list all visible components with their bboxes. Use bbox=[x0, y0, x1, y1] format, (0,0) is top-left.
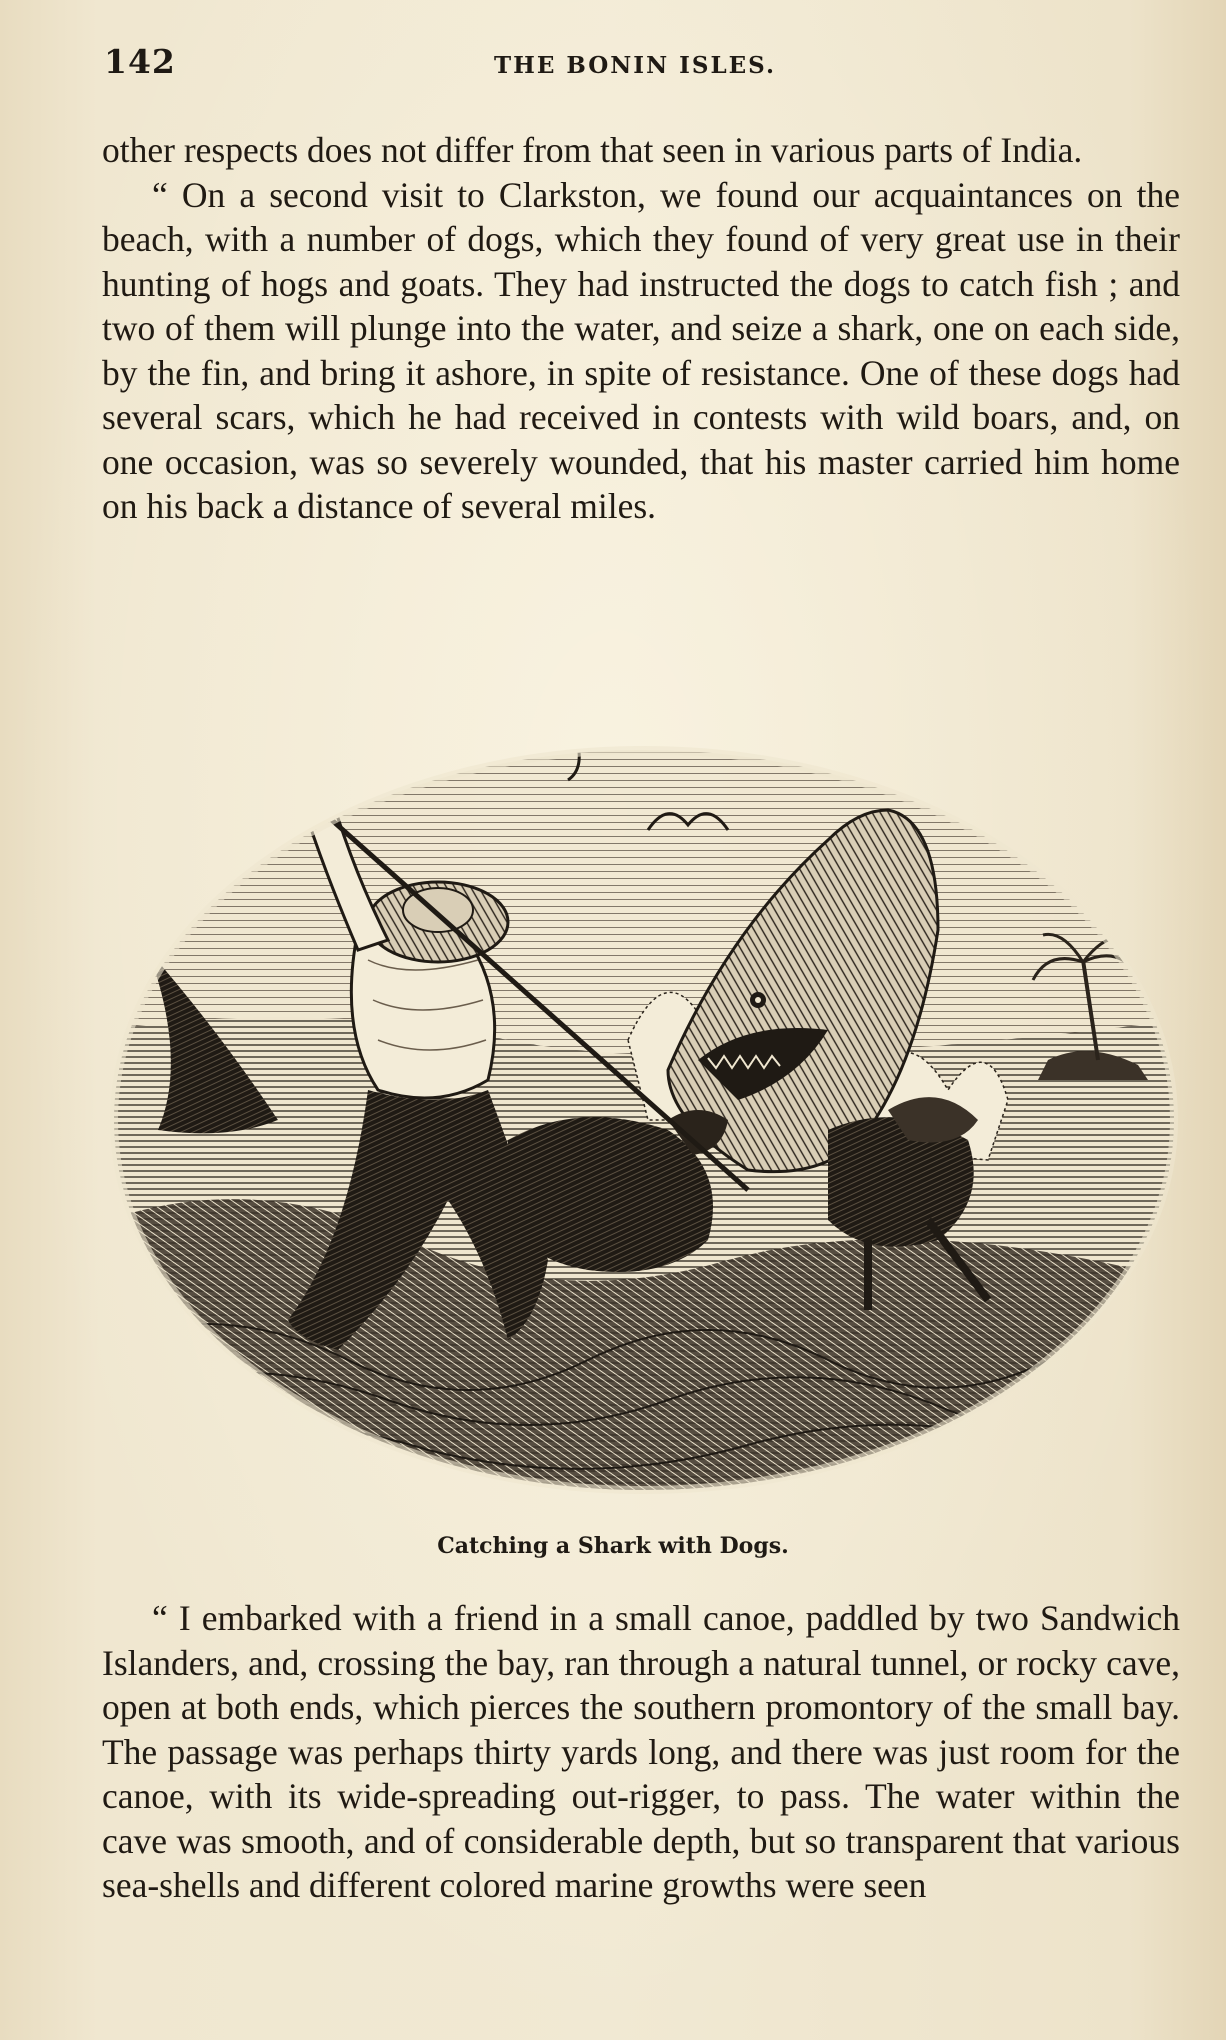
paragraph: other respects does not differ from that seen in various parts of India. bbox=[102, 130, 1083, 170]
body-text-bottom bbox=[102, 1596, 1180, 1908]
body-text-top bbox=[102, 128, 1180, 529]
page-number: 142 bbox=[104, 42, 176, 81]
shark-engraving-illustration bbox=[108, 700, 1180, 1500]
page-header bbox=[104, 42, 1184, 92]
paragraph: “ On a second visit to Clarkston, we found our acquaintances on the beach, with a number of dogs, which they found of very great use in their hunting of hogs and goats. They had instructed the dogs to catch fish ; and two of them will plunge into the water, and seize a shark, one on each side, by the fin, and bring it ashore, in spite of resistance. One of these dogs had several scars, which he had received in contests with wild boars, and, on one occasion, was so severely wounded, that his master carried him home on his back a distance of several miles. bbox=[102, 174, 1180, 526]
running-head: THE BONIN ISLES. bbox=[494, 52, 776, 79]
paragraph: “ I embarked with a friend in a small canoe, paddled by two Sandwich Islanders, and, crossing the bay, ran through a natural tunnel, or rocky cave, open at both ends, which pierces the southern promontory of the small bay. The passage was perhaps thirty yards long, and there was just room for the canoe, with its wide-spreading out-rigger, to pass. The water within the cave was smooth, and of considerable depth, but so transparent that various sea-shells and different colored marine growths were seen bbox=[102, 1598, 1180, 1905]
illustration-caption: Catching a Shark with Dogs. bbox=[437, 1533, 789, 1559]
